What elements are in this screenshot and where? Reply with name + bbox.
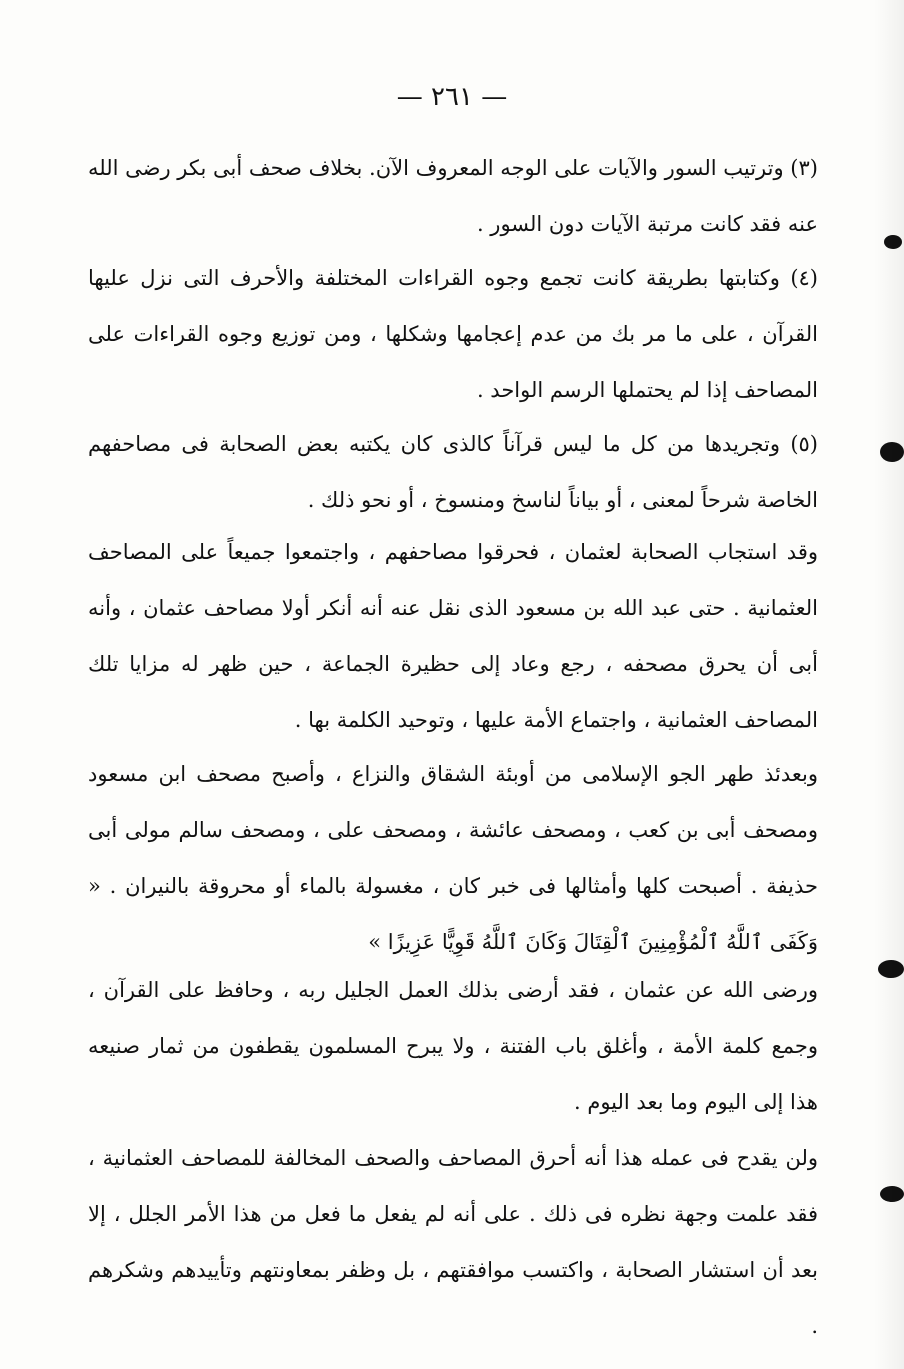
paragraph-text: (٣) وترتيب السور والآيات على الوجه المعروف الآن. بخلاف صحف أبى بكر رضى الله عنه فقد كانت مرتبة الآيات دون السور . xyxy=(88,156,818,236)
paragraph-text: وبعدئذ طهر الجو الإسلامى من أوبئة الشقاق والنزاع ، وأصبح مصحف ابن مسعود ومصحف أبى بن كعب ، ومصحف عائشة ، ومصحف على ، ومصحف سالم مولى أبى حذيفة . أصبحت كلها وأمثالها فى خبر كان ، مغسولة بالماء أو محروقة بالنيران . « وَكَفَى ٱللَّهُ ٱلْمُؤْمِنِينَ ٱلْقِتَالَ وَكَانَ ٱللَّهُ قَوِيًّا عَزِيزًا » xyxy=(88,762,818,954)
paragraph-text: (٥) وتجريدها من كل ما ليس قرآناً كالذى كان يكتبه بعض الصحابة فى مصاحفهم الخاصة شرحاً لمعنى ، أو بياناً لناسخ ومنسوخ ، أو نحو ذلك . xyxy=(88,432,818,512)
page-number: — ٢٦١ — xyxy=(396,82,508,112)
paragraph-praise-uthman xyxy=(88,962,818,1130)
paragraph-aftermath xyxy=(88,746,818,970)
paragraph-companions-response xyxy=(88,524,818,748)
paragraph-text: ولن يقدح فى عمله هذا أنه أحرق المصاحف والصحف المخالفة للمصاحف العثمانية ، فقد علمت وجهة نظره فى ذلك . على أنه لم يفعل ما فعل من هذا الأمر الجلل ، إلا بعد أن استشار الصحابة ، واكتسب موافقتهم ، بل وظفر بمعاونتهم وتأييدهم وشكرهم . xyxy=(88,1146,818,1338)
paragraph-item-4 xyxy=(88,250,818,418)
paragraph-item-5 xyxy=(88,416,818,528)
paragraph-defense xyxy=(88,1130,818,1354)
page-edge-shadow xyxy=(874,0,904,1369)
paragraph-text: (٤) وكتابتها بطريقة كانت تجمع وجوه القراءات المختلفة والأحرف التى نزل عليها القرآن ، على ما مر بك من عدم إعجامها وشكلها ، ومن توزيع وجوه القراءات على المصاحف إذا لم يحتملها الرسم الواحد . xyxy=(88,266,818,402)
paragraph-text: وقد استجاب الصحابة لعثمان ، فحرقوا مصاحفهم ، واجتمعوا جميعاً على المصاحف العثمانية . حتى عبد الله بن مسعود الذى نقل عنه أنه أنكر أولا مصاحف عثمان ، وأنه أبى أن يحرق مصحفه ، رجع وعاد إلى حظيرة الجماعة ، حين ظهر له مزايا تلك المصاحف العثمانية ، واجتماع الأمة عليها ، وتوحيد الكلمة بها . xyxy=(88,540,818,732)
paragraph-item-3 xyxy=(88,140,818,252)
paragraph-text: ورضى الله عن عثمان ، فقد أرضى بذلك العمل الجليل ربه ، وحافظ على القرآن ، وجمع كلمة الأمة ، وأغلق باب الفتنة ، ولا يبرح المسلمون يقطفون من ثمار صنيعه هذا إلى اليوم وما بعد اليوم . xyxy=(88,978,818,1114)
